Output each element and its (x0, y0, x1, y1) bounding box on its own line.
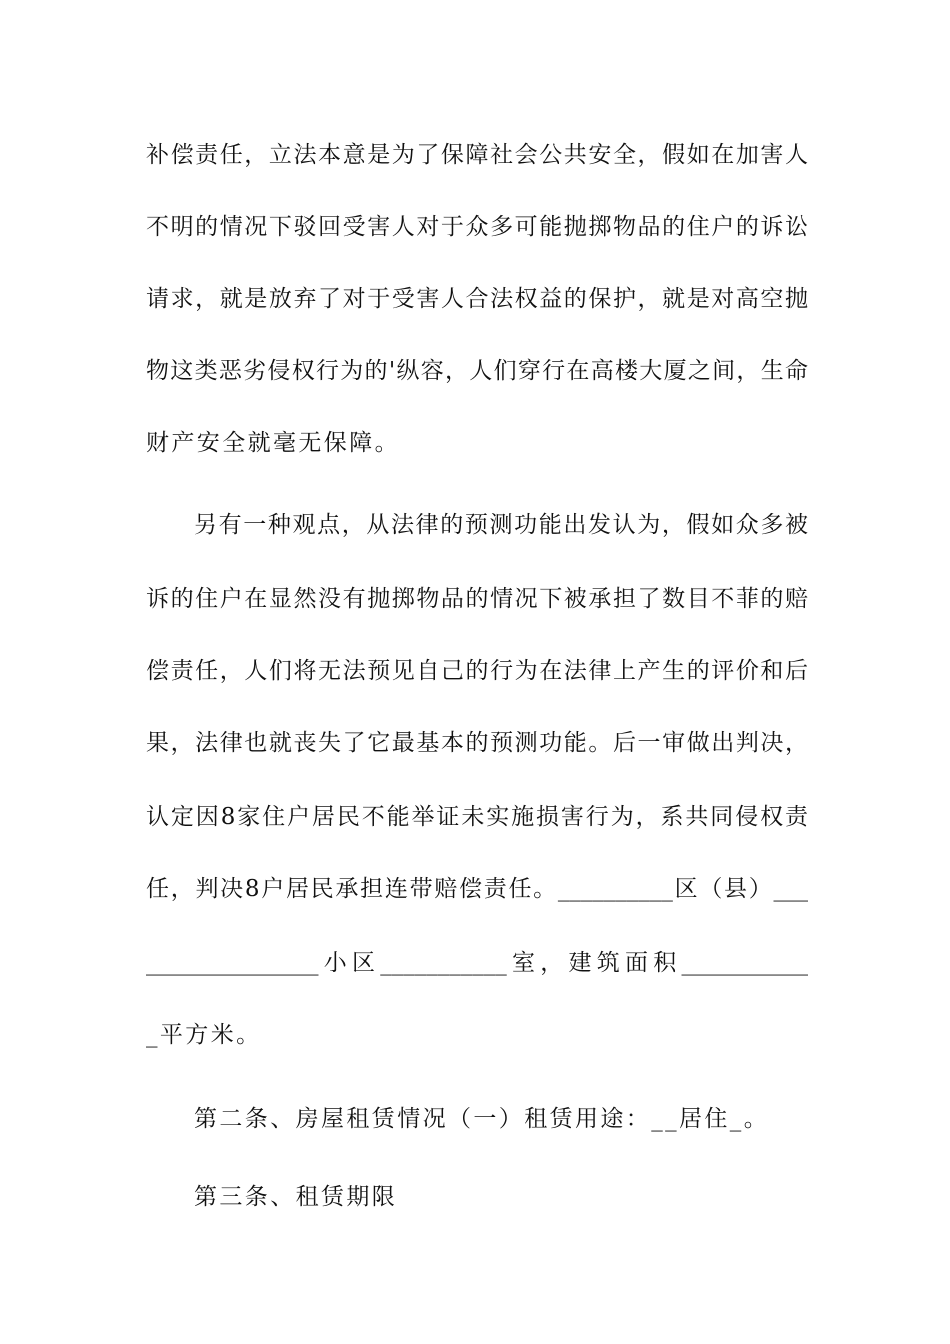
paragraph-line: 认定因8家住户居民不能举证未实施损害行为，系共同侵权责 (146, 804, 808, 830)
paragraph-line: 另有一种观点，从法律的预测功能出发认为，假如众多被 (194, 512, 808, 538)
paragraph-line: 请求，就是放弃了对于受害人合法权益的保护，就是对高空抛 (146, 286, 808, 312)
paragraph-line: 任，判决8户居民承担连带赔偿责任。__________区（县）___ (146, 876, 808, 902)
paragraph-line: 诉的住户在显然没有抛掷物品的情况下被承担了数目不菲的赔 (146, 586, 808, 612)
clause-heading: 第二条、房屋租赁情况（一）租赁用途：__居住_。 (194, 1106, 770, 1132)
paragraph-line: _平方米。 (146, 1022, 262, 1048)
paragraph-line: 财产安全就毫无保障。 (146, 430, 400, 456)
paragraph-line: 偿责任，人们将无法预见自己的行为在法律上产生的评价和后 (146, 658, 808, 684)
paragraph-line: 不明的情况下驳回受害人对于众多可能抛掷物品的住户的诉讼 (146, 214, 808, 240)
paragraph-line: 果，法律也就丧失了它最基本的预测功能。后一审做出判决， (146, 730, 808, 756)
paragraph-line: 物这类恶劣侵权行为的'纵容，人们穿行在高楼大厦之间，生命 (146, 358, 808, 384)
paragraph-line: _______________小区___________室，建筑面积___________ (146, 950, 808, 976)
paragraph-line: 补偿责任，立法本意是为了保障社会公共安全，假如在加害人 (146, 142, 808, 168)
clause-heading: 第三条、租赁期限 (194, 1184, 398, 1210)
